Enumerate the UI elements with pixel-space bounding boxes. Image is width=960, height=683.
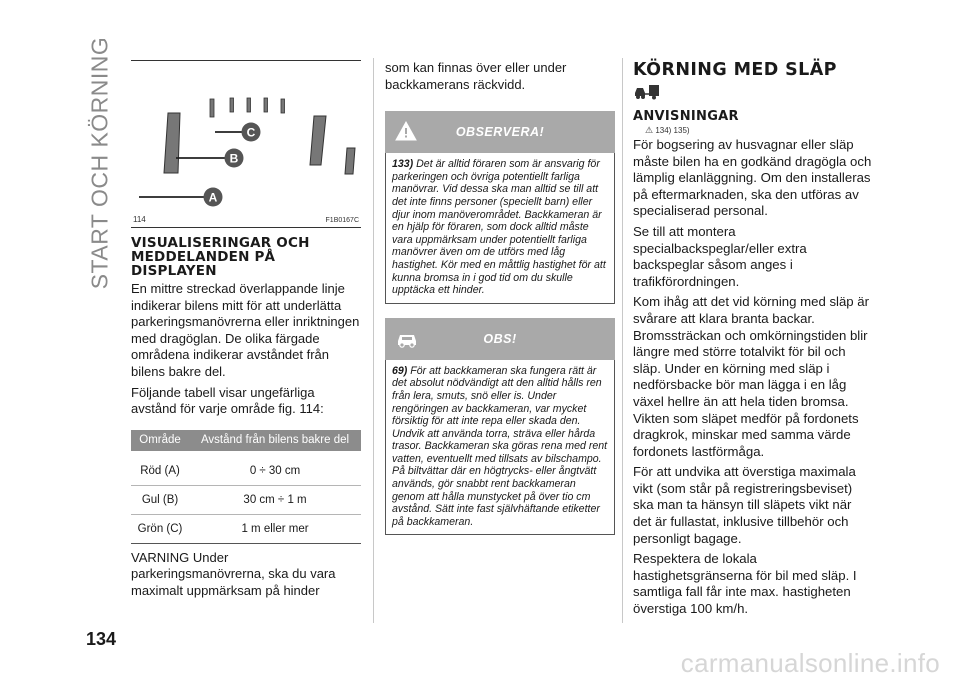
label-a: A — [208, 190, 218, 205]
note-number: 69) — [392, 364, 408, 377]
column-divider — [622, 58, 623, 623]
tick-mark — [210, 99, 214, 117]
table-cell: Röd (A) — [131, 454, 189, 486]
column-2 — [385, 60, 615, 535]
tick-mark — [247, 98, 251, 112]
watermark: carmanualsonline.info — [680, 648, 940, 678]
subheading: ANVISNINGAR — [633, 109, 739, 124]
label-b: B — [229, 151, 239, 166]
figure-number: 114 — [133, 215, 146, 224]
obs-text: För att backkameran ska fungera rätt är det absolut nödvändigt att den alltid hålls ren från lera, smuts, snö eller is. Under rengöringen av backkameran, var mycket försiktig för att inte repa eller skada den. Undvik att använda torra, sträva eller hårda trasor. Backkameran ska göras rena med rent vatten, eventuellt med tillsats av bilschampo. På biltvättar där en högtrycks- eller ångtvätt används, gör snabbt rent backkameran genom att hålla munstycket på över tio cm avstånd. Sätt inte fast självhäftande etiketter på backkameran. — [392, 364, 608, 528]
section-heading: KÖRNING MED SLÄP — [633, 60, 837, 80]
body-paragraph: Se till att montera specialbackspeglar/eller extra backspeglar såsom anges i trafikförordningen. — [633, 223, 807, 289]
body-paragraph: Kom ihåg att det vid körning med släp är svårare att klara branta backar. Bromssträckan och omkörningstiden blir längre med större totalvikt för bil och släp. Under en körning med släp i nedförsbacke bör man lägga i en låg växel hellre än att hela tiden bromsa. Vikten som släpet medför på fordonets dragkrok, minskar med samma värde fordonets lastförmåga. — [633, 294, 870, 459]
chapter-side-title-text: START OCH KÖRNING — [86, 36, 113, 290]
column-3 — [633, 60, 873, 622]
table-cell: 30 cm ÷ 1 m — [189, 485, 361, 514]
note-reference-numbers: 134) 135) — [655, 126, 690, 135]
warning-triangle-icon: ⚠ — [645, 125, 654, 135]
table-header: Område — [131, 430, 189, 454]
column-divider — [373, 58, 374, 623]
table-cell: Grön (C) — [131, 514, 189, 543]
tick-mark — [264, 98, 268, 112]
table-header: Avstånd från bilens bakre del — [189, 430, 361, 454]
obs-title: OBS! — [483, 331, 517, 346]
column-1 — [131, 60, 361, 604]
body-paragraph: Följande tabell visar ungefärliga avstånd för varje område fig. 114: — [131, 384, 324, 417]
observera-header — [385, 111, 615, 153]
note-references — [645, 125, 873, 136]
obs-header — [385, 318, 615, 360]
table-header-row — [131, 430, 361, 454]
right-guide-bar — [310, 116, 326, 165]
note-number: 133) — [392, 158, 414, 171]
obs-body — [385, 360, 615, 536]
table-row — [131, 485, 361, 514]
tick-mark — [230, 98, 234, 112]
far-right-guide-bar — [345, 148, 355, 174]
observera-title: OBSERVERA! — [455, 125, 545, 140]
table-row — [131, 454, 361, 486]
observera-text: Det är alltid föraren som är ansvarig för parkeringen och övriga potentiellt farliga manövrar. Vid dessa ska man alltid se till att det inte finns personer (speciellt barn) eller djur inom manöverområdet. Backkameran är en hjälp för föraren, som dock alltid måste vara uppmärksam under potentiellt farliga manövrer även om de utförs med låg hastighet. Kör med en måttlig hastighet för att kunna bromsa in i god tid om du skulle upptäcka ett hinder. — [392, 158, 606, 297]
chapter-side-title — [86, 36, 114, 290]
observera-body — [385, 153, 615, 304]
figure-114 — [131, 60, 361, 228]
car-trailer-icon — [633, 82, 873, 105]
table-cell: 0 ÷ 30 cm — [189, 454, 361, 486]
body-paragraph: För bogsering av husvagnar eller släp måste bilen ha en godkänd dragögla och lämplig elanläggning. Om den installeras på eftermarknaden, ska den utföras av specialiserad personal. — [633, 137, 872, 219]
table-row — [131, 514, 361, 543]
table-cell: 1 m eller mer — [189, 514, 361, 543]
body-paragraph: För att undvika att överstiga maximala vikt (som står på registreringsbeviset) ska man ta hänsyn till släpets vikt när det är fullastat, inklusive tillbehör och personligt bagage. — [633, 464, 856, 546]
tick-mark — [281, 99, 285, 113]
warning-paragraph: VARNING Under parkeringsmanövrerna, ska du vara maximalt uppmärksam på hinder — [131, 549, 336, 598]
page-number: 134 — [86, 629, 117, 649]
body-paragraph: som kan finnas över eller under backkamerans räckvidd. — [385, 60, 567, 92]
table-cell: Gul (B) — [131, 485, 189, 514]
left-guide-bar — [164, 113, 180, 173]
distance-table — [131, 430, 361, 544]
figure-code: F1B0167C — [325, 217, 359, 224]
parking-guidelines-illustration — [131, 61, 361, 227]
section-heading: VISUALISERINGAR OCH MEDDELANDEN PÅ DISPLAYEN — [131, 235, 310, 279]
body-paragraph: En mittre streckad överlappande linje indikerar bilens mitt för att underlätta parkeringsmanövrerna eller inriktningen med dragöglan. De olika färgade områdena indikerar avståndet från bilens bakre del. — [131, 281, 360, 379]
body-paragraph: Respektera de lokala hastighetsgränserna för bil med släp. I samtliga fall får inte max. hastigheten överstiga 100 km/h. — [633, 551, 857, 617]
label-c: C — [246, 125, 256, 140]
